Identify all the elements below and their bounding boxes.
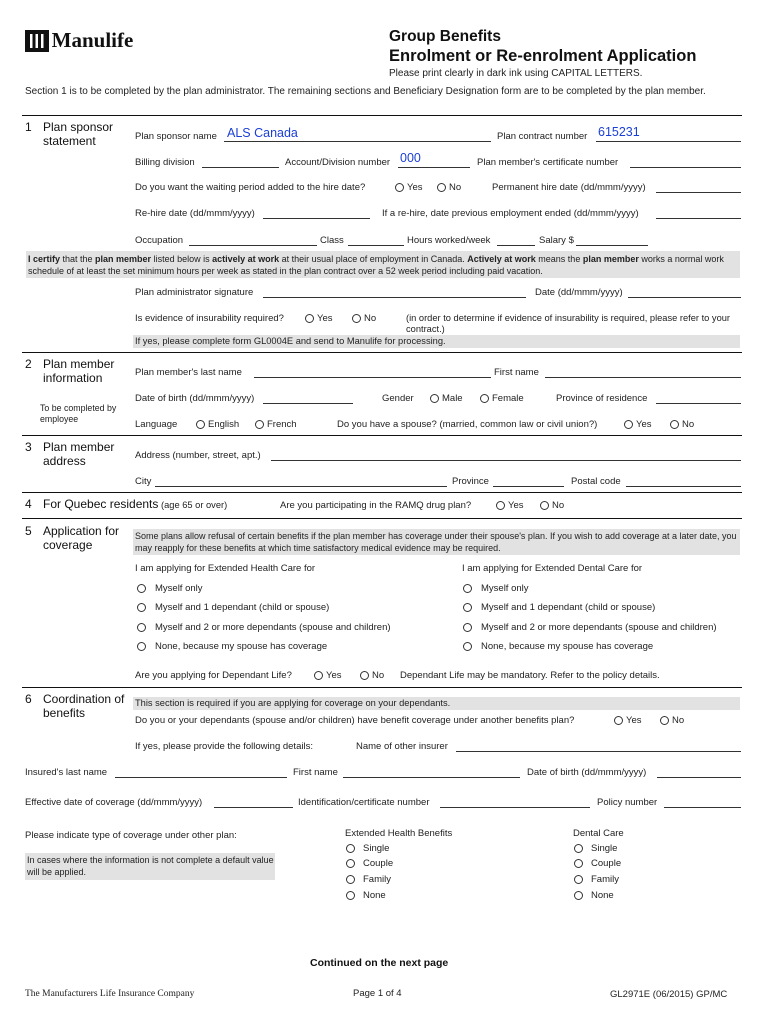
waiting-yes[interactable]: Yes	[395, 182, 423, 193]
contract-field[interactable]	[596, 141, 741, 142]
prev-emp-label: If a re-hire, date previous employment ended (dd/mmm/yyyy)	[382, 208, 639, 219]
language-french[interactable]: French	[255, 419, 297, 430]
section-4-title: For Quebec residents (age 65 or over)	[43, 497, 228, 511]
member-first-name-field[interactable]	[545, 377, 741, 378]
ehc-heading: I am applying for Extended Health Care for	[135, 563, 316, 574]
other-plan-yes[interactable]: Yes	[614, 715, 642, 726]
evidence-note: (in order to determine if evidence of insurability is required, please refer to your contract.)	[406, 313, 731, 334]
intro-text: Section 1 is to be completed by the plan administrator. The remaining sections and Beneficiary Designation form are to be completed by the plan member.	[25, 86, 706, 97]
radio-icon[interactable]	[137, 623, 146, 632]
radio-icon[interactable]	[395, 183, 404, 192]
city-field[interactable]	[155, 486, 447, 487]
gender-female[interactable]: Female	[480, 393, 524, 404]
ehc-option[interactable]: Myself only	[137, 583, 203, 594]
other-insurer-label: Name of other insurer	[356, 741, 448, 752]
admin-date-label: Date (dd/mmm/yyyy)	[535, 287, 623, 298]
form-title-2: Enrolment or Re-enrolment Application	[389, 47, 697, 65]
section-4-number: 4	[25, 497, 32, 511]
radio-icon[interactable]	[346, 891, 355, 900]
insured-dob-field[interactable]	[657, 777, 741, 778]
radio-icon[interactable]	[255, 420, 264, 429]
insured-first-field[interactable]	[343, 777, 520, 778]
section-rule-6	[22, 687, 742, 688]
radio-icon[interactable]	[574, 844, 583, 853]
radio-icon[interactable]	[540, 501, 549, 510]
manulife-logo	[25, 28, 133, 53]
occupation-label: Occupation	[135, 235, 184, 246]
section-3-title: Plan member address	[43, 440, 115, 468]
salary-label: Salary $	[539, 235, 574, 246]
form-code: GL2971E (06/2015) GP/MC	[610, 989, 728, 1000]
class-field[interactable]	[348, 245, 404, 246]
section-rule-3	[22, 435, 742, 436]
dental-option[interactable]: Myself and 2 or more dependants (spouse and children)	[463, 622, 717, 633]
language-english[interactable]: English	[196, 419, 239, 430]
ehc-option[interactable]: Myself and 1 dependant (child or spouse)	[137, 602, 329, 613]
dental-option[interactable]: Myself only	[463, 583, 529, 594]
postal-label: Postal code	[571, 476, 621, 487]
account-field[interactable]	[398, 167, 470, 168]
account-value: 000	[400, 151, 421, 165]
contract-value: 615231	[598, 125, 640, 139]
address-field[interactable]	[271, 460, 741, 461]
account-label: Account/Division number	[285, 157, 391, 168]
other-plan-question: Do you or your dependants (spouse and/or children) have benefit coverage under another benefits plan?	[135, 715, 575, 726]
gender-label: Gender	[382, 393, 414, 404]
manulife-logo-icon	[25, 30, 49, 52]
section-3-number: 3	[25, 440, 32, 454]
province-field[interactable]	[656, 403, 741, 404]
language-label: Language	[135, 419, 178, 430]
radio-icon[interactable]	[437, 183, 446, 192]
ramq-question: Are you participating in the RAMQ drug plan?	[280, 500, 472, 511]
other-plan-no[interactable]: No	[660, 715, 684, 726]
cert-label: Plan member's certificate number	[477, 157, 619, 168]
spouse-no[interactable]: No	[670, 419, 694, 430]
rehire-label: Re-hire date (dd/mmm/yyyy)	[135, 208, 255, 219]
radio-icon[interactable]	[352, 314, 361, 323]
dental-care-option[interactable]: None	[574, 890, 614, 901]
billing-label: Billing division	[135, 157, 195, 168]
radio-icon[interactable]	[137, 642, 146, 651]
occupation-field[interactable]	[189, 245, 317, 246]
postal-field[interactable]	[626, 486, 741, 487]
ramq-yes[interactable]: Yes	[496, 500, 524, 511]
member-first-name-label: First name	[494, 367, 539, 378]
dob-field[interactable]	[263, 403, 353, 404]
dep-life-question: Are you applying for Dependant Life?	[135, 670, 292, 681]
radio-icon[interactable]	[305, 314, 314, 323]
section-6-title: Coordination of benefits	[43, 692, 125, 720]
ehc-option[interactable]: None, because my spouse has coverage	[137, 641, 327, 652]
id-cert-label: Identification/certificate number	[298, 797, 430, 808]
radio-icon[interactable]	[314, 671, 323, 680]
dental-option[interactable]: None, because my spouse has coverage	[463, 641, 653, 652]
policy-label: Policy number	[597, 797, 658, 808]
billing-field[interactable]	[202, 167, 279, 168]
radio-icon[interactable]	[480, 394, 489, 403]
coverage-type-label: Please indicate type of coverage under other plan:	[25, 830, 237, 841]
page-number: Page 1 of 4	[353, 988, 402, 999]
plan-sponsor-label: Plan sponsor name	[135, 131, 217, 142]
insured-last-field[interactable]	[115, 777, 287, 778]
prev-emp-field[interactable]	[656, 218, 741, 219]
section-1-number: 1	[25, 120, 32, 134]
company-name: The Manufacturers Life Insurance Company	[25, 989, 195, 999]
radio-icon[interactable]	[670, 420, 679, 429]
insured-dob-label: Date of birth (dd/mmm/yyyy)	[527, 767, 647, 778]
address-label: Address (number, street, apt.)	[135, 450, 261, 461]
dental-option[interactable]: Myself and 1 dependant (child or spouse)	[463, 602, 655, 613]
dep-life-note: Dependant Life may be mandatory. Refer to the policy details.	[400, 670, 660, 681]
form-subtitle: Please print clearly in dark ink using CAPITAL LETTERS.	[389, 68, 643, 79]
waiting-question: Do you want the waiting period added to the hire date?	[135, 182, 366, 193]
contract-label: Plan contract number	[497, 131, 588, 142]
dep-life-yes[interactable]: Yes	[314, 670, 342, 681]
gender-male[interactable]: Male	[430, 393, 463, 404]
dob-label: Date of birth (dd/mmm/yyyy)	[135, 393, 255, 404]
radio-icon[interactable]	[463, 584, 472, 593]
waiting-no[interactable]: No	[437, 182, 461, 193]
dep-life-no[interactable]: No	[360, 670, 384, 681]
city-label: City	[135, 476, 152, 487]
policy-field[interactable]	[664, 807, 741, 808]
id-cert-field[interactable]	[440, 807, 590, 808]
dental-care-option[interactable]: Single	[574, 843, 617, 854]
radio-icon[interactable]	[624, 420, 633, 429]
evidence-yes[interactable]: Yes	[305, 313, 333, 324]
evidence-no[interactable]: No	[352, 313, 376, 324]
admin-date-field[interactable]	[628, 297, 741, 298]
application-note: Some plans allow refusal of certain benefits if the plan member has coverage under their spouse's plan. If you wish to add coverage at a later date, you may reapply for these benefits at which time satisfactory medical evidence may be required.	[133, 529, 740, 555]
section-1-title: Plan sponsor statement	[43, 120, 114, 148]
dental-heading: I am applying for Extended Dental Care for	[462, 563, 643, 574]
insured-first-label: First name	[293, 767, 338, 778]
section-6-number: 6	[25, 692, 32, 706]
radio-icon[interactable]	[346, 875, 355, 884]
form-title-1: Group Benefits	[389, 28, 501, 45]
ehb-option[interactable]: Family	[346, 874, 391, 885]
spouse-question: Do you have a spouse? (married, common law or civil union?)	[337, 419, 598, 430]
salary-field[interactable]	[576, 245, 648, 246]
section-rule-2	[22, 352, 742, 353]
radio-icon[interactable]	[463, 603, 472, 612]
ehb-option[interactable]: None	[346, 890, 386, 901]
certify-box: I certify that the plan member listed below is actively at work at their usual place of employment in Canada. Actively at work means the plan member works a normal work schedule of at least the set minimum hours per week as stated in the plan contract over a 52 week period including paid vacation.	[26, 251, 740, 278]
radio-icon[interactable]	[137, 584, 146, 593]
perm-hire-label: Permanent hire date (dd/mmm/yyyy)	[492, 182, 646, 193]
member-last-name-label: Plan member's last name	[135, 367, 242, 378]
other-insurer-field[interactable]	[456, 751, 741, 752]
admin-sig-field[interactable]	[263, 297, 526, 298]
ehb-option[interactable]: Single	[346, 843, 389, 854]
radio-icon[interactable]	[360, 671, 369, 680]
plan-sponsor-value: ALS Canada	[227, 126, 298, 140]
effective-date-field[interactable]	[214, 807, 293, 808]
if-yes-label: If yes, please provide the following details:	[135, 741, 313, 752]
rehire-field[interactable]	[263, 218, 370, 219]
section-2-number: 2	[25, 357, 32, 371]
radio-icon[interactable]	[574, 891, 583, 900]
ramq-no[interactable]: No	[540, 500, 564, 511]
hours-field[interactable]	[497, 245, 535, 246]
radio-icon[interactable]	[496, 501, 505, 510]
perm-hire-field[interactable]	[656, 192, 741, 193]
continued-label: Continued on the next page	[310, 957, 449, 969]
radio-icon[interactable]	[196, 420, 205, 429]
hours-label: Hours worked/week	[407, 235, 491, 246]
member-last-name-field[interactable]	[254, 377, 491, 378]
plan-sponsor-field[interactable]	[224, 141, 491, 142]
radio-icon[interactable]	[463, 642, 472, 651]
class-label: Class	[320, 235, 344, 246]
radio-icon[interactable]	[463, 623, 472, 632]
coordination-note: This section is required if you are applying for coverage on your dependants.	[133, 697, 740, 710]
province-label: Province of residence	[556, 393, 648, 404]
radio-icon[interactable]	[346, 844, 355, 853]
radio-icon[interactable]	[430, 394, 439, 403]
employee-note: To be completed by employee	[40, 403, 117, 424]
dental-care-heading: Dental Care	[573, 828, 624, 839]
spouse-yes[interactable]: Yes	[624, 419, 652, 430]
section-rule-1	[22, 115, 742, 116]
section-rule-4	[22, 492, 742, 493]
section-2-title: Plan member information	[43, 357, 115, 385]
ehc-option[interactable]: Myself and 2 or more dependants (spouse and children)	[137, 622, 391, 633]
ehb-heading: Extended Health Benefits	[345, 828, 453, 839]
province-field-2[interactable]	[493, 486, 564, 487]
evidence-question: Is evidence of insurability required?	[135, 313, 284, 324]
radio-icon[interactable]	[614, 716, 623, 725]
radio-icon[interactable]	[346, 859, 355, 868]
radio-icon[interactable]	[574, 875, 583, 884]
admin-sig-label: Plan administrator signature	[135, 287, 254, 298]
radio-icon[interactable]	[574, 859, 583, 868]
dental-care-option[interactable]: Family	[574, 874, 619, 885]
cert-field[interactable]	[630, 167, 741, 168]
radio-icon[interactable]	[137, 603, 146, 612]
radio-icon[interactable]	[660, 716, 669, 725]
evidence-yes-note: If yes, please complete form GL0004E and send to Manulife for processing.	[133, 335, 740, 348]
section-5-title: Application for coverage	[43, 524, 120, 552]
logo-text: Manulife	[51, 28, 134, 52]
default-value-note: In cases where the information is not complete a default value will be applied.	[25, 853, 275, 880]
dental-care-option[interactable]: Couple	[574, 858, 621, 869]
insured-last-label: Insured's last name	[25, 767, 108, 778]
effective-date-label: Effective date of coverage (dd/mmm/yyyy)	[25, 797, 203, 808]
section-rule-5	[22, 518, 742, 519]
section-5-number: 5	[25, 524, 32, 538]
ehb-option[interactable]: Couple	[346, 858, 393, 869]
province-label-2: Province	[452, 476, 489, 487]
